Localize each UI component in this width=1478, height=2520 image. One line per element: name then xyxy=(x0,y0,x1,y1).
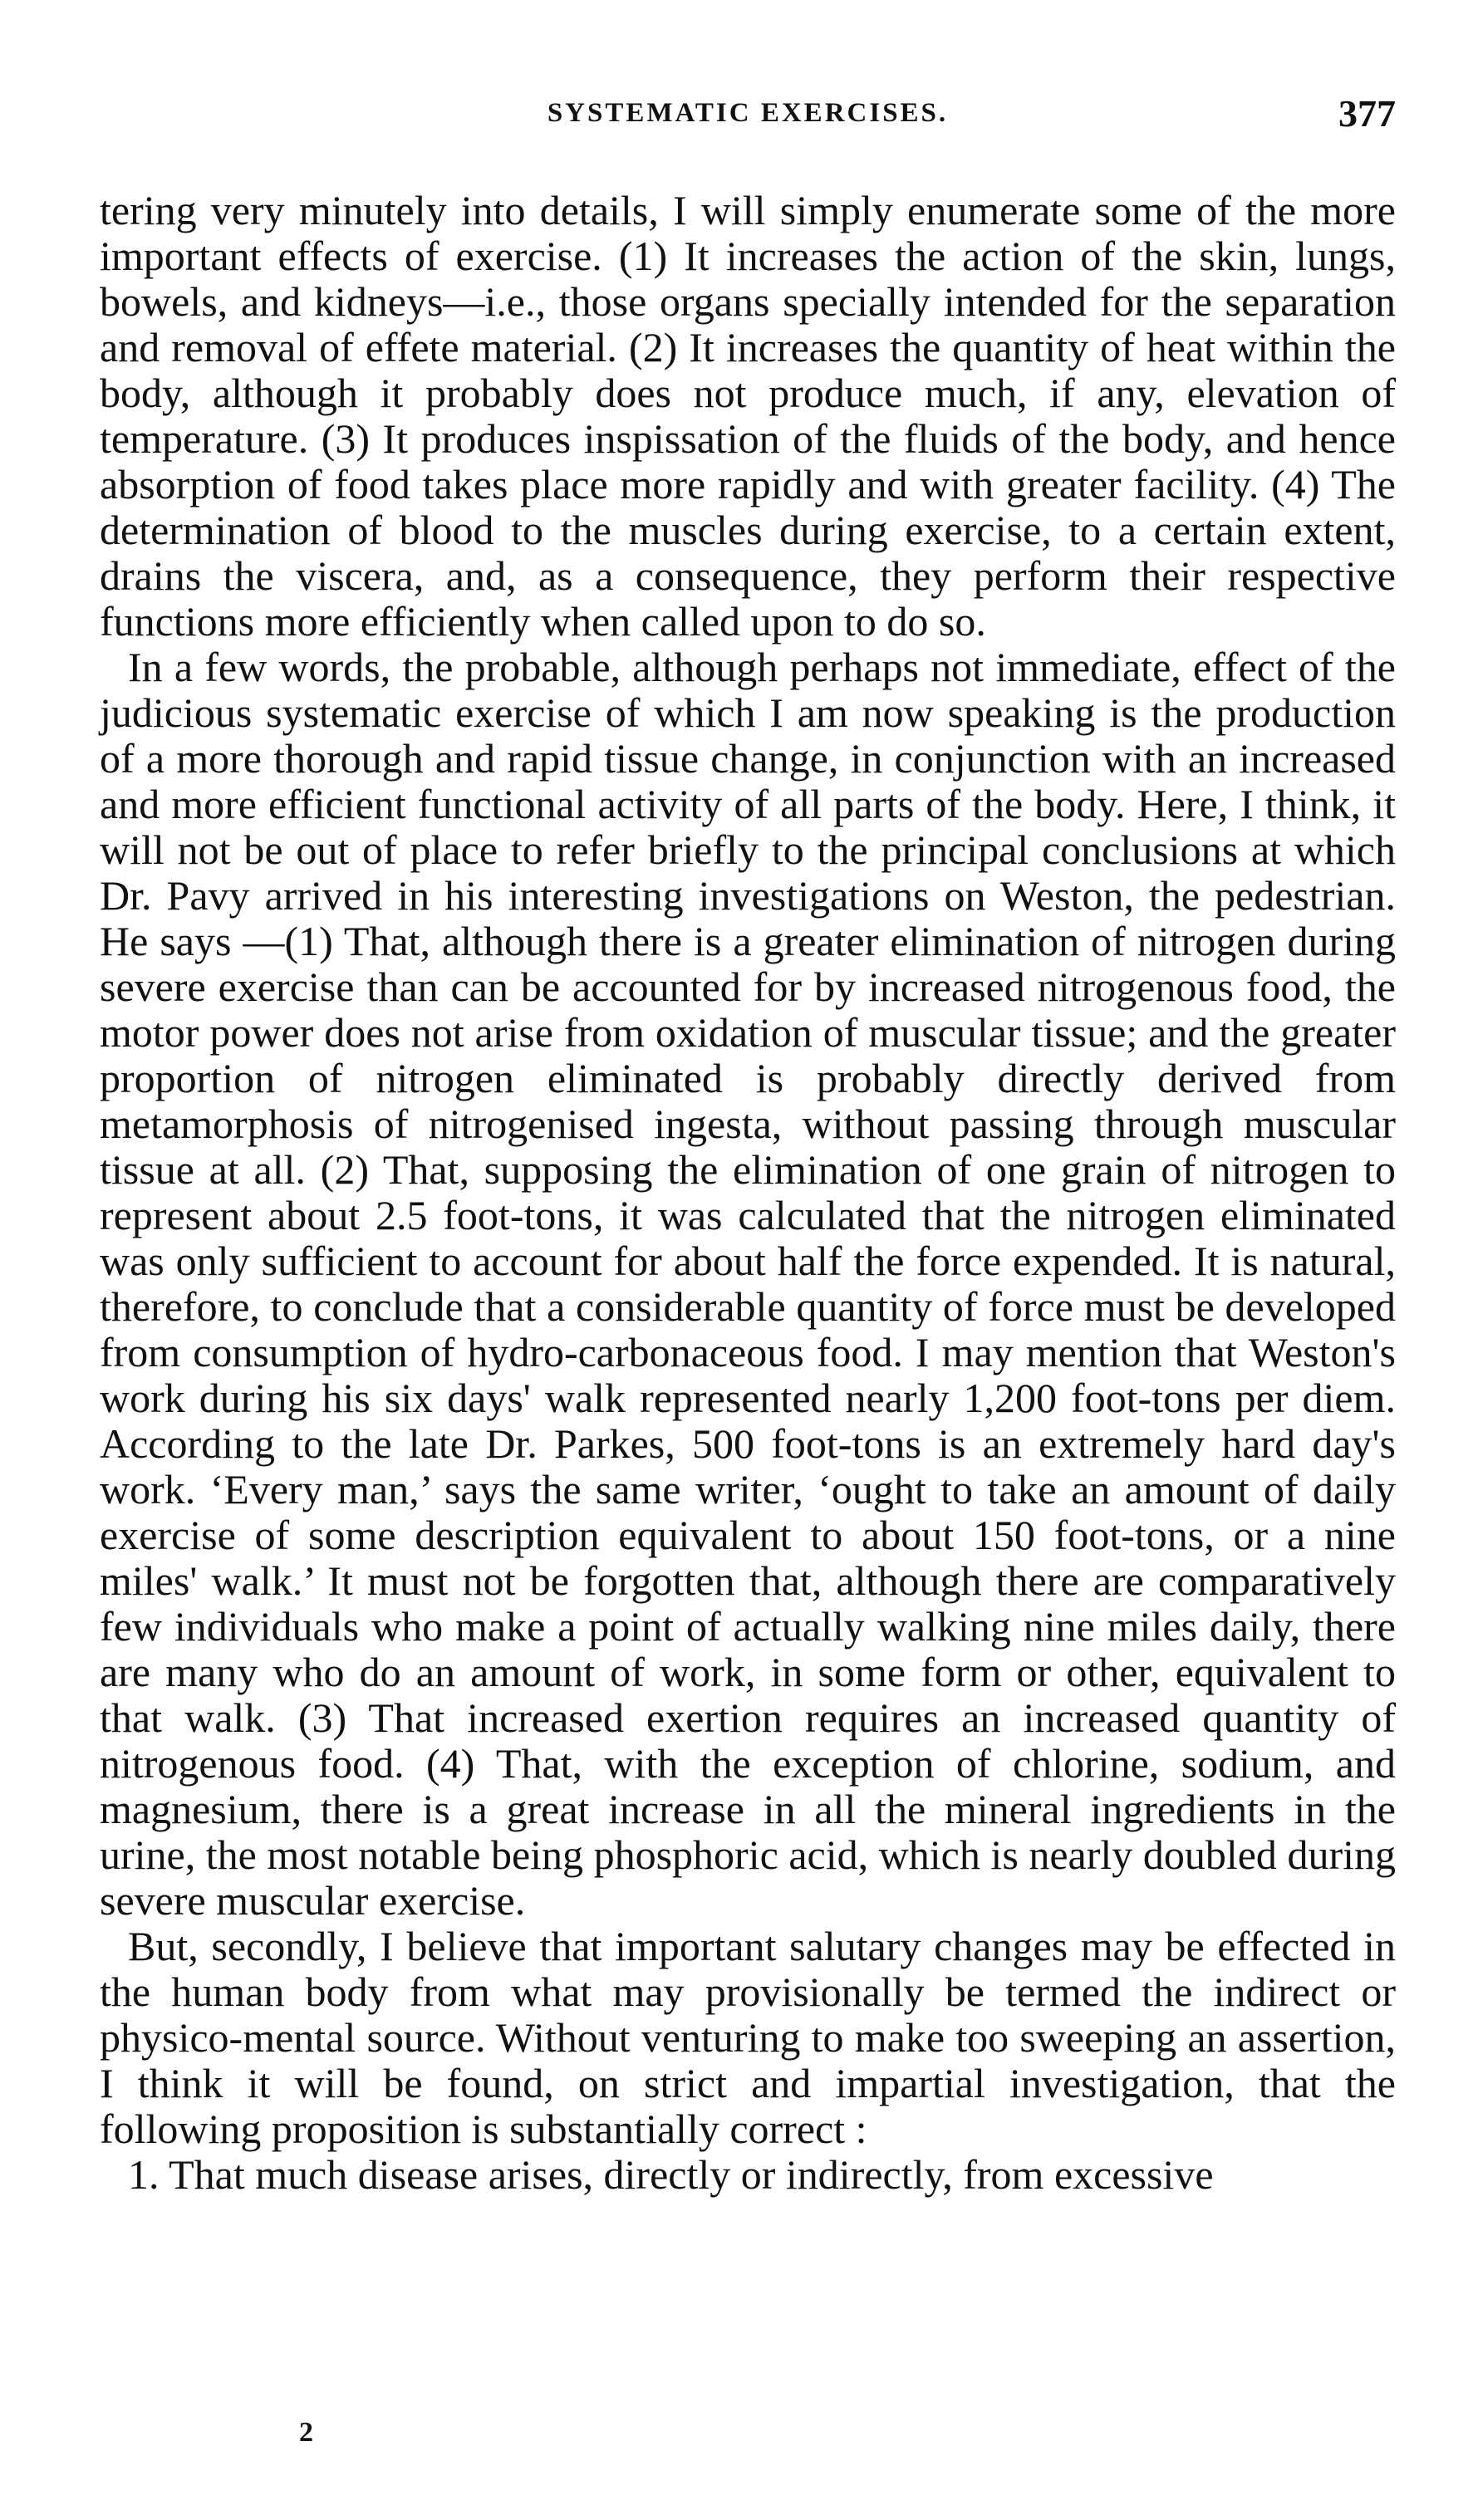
paragraph-3: But, secondly, I believe that important salutary changes may be effected in the human body from what may provisionally be termed the indirect or physico-mental source. Without venturing to make too sweeping an assertion, I think it will be found, on strict and impartial investigation, that the following proposition is substantially correct : xyxy=(100,1923,1396,2152)
running-title: SYSTEMATIC EXERCISES. xyxy=(547,98,949,128)
paragraph-1: tering very minutely into details, I will simply enumerate some of the more important effects of exercise. (1) It increases the action of the skin, lungs, bowels, and kidneys—i.e., those organs specially intended for the separation and removal of effete material. (2) It increases the quantity of heat within the body, although it probably does not produce much, if any, elevation of temperature. (3) It produces inspissation of the fluids of the body, and hence absorption of food takes place more rapidly and with greater facility. (4) The determination of blood to the muscles during exercise, to a certain extent, drains the viscera, and, as a consequence, they perform their respective functions more efficiently when called upon to do so. xyxy=(100,187,1396,645)
paragraph-2: In a few words, the probable, although perhaps not immediate, effect of the judicious systematic exercise of which I am now speaking is the production of a more thorough and rapid tissue change, in conjunction with an increased and more efficient functional activity of all parts of the body. Here, I think, it will not be out of place to refer briefly to the principal conclusions at which Dr. Pavy arrived in his interesting investigations on Weston, the pedestrian. He says —(1) That, although there is a greater elimination of nitrogen during severe exercise than can be accounted for by increased nitrogenous food, the motor power does not arise from oxidation of muscular tissue; and the greater proportion of nitrogen eliminated is probably directly derived from metamorphosis of nitrogenised ingesta, without passing through muscular tissue at all. (2) That, supposing the elimination of one grain of nitrogen to represent about 2.5 foot-tons, it was calculated that the nitrogen eliminated was only sufficient to account for about half the force expended. It is natural, therefore, to conclude that a considerable quantity of force must be developed from consumption of hydro-carbonaceous food. I may mention that Weston's work during his six days' walk represented nearly 1,200 foot-tons per diem. According to the late Dr. Parkes, 500 foot-tons is an extremely hard day's work. ‘Every man,’ says the same writer, ‘ought to take an amount of daily exercise of some description equivalent to about 150 foot-tons, or a nine miles' walk.’ It must not be forgotten that, although there are comparatively few individuals who make a point of actually walking nine miles daily, there are many who do an amount of work, in some form or other, equivalent to that walk. (3) That increased exertion requires an increased quantity of nitrogenous food. (4) That, with the exception of chlorine, sodium, and magnesium, there is a great increase in all the mineral ingredients in the urine, the most notable being phosphoric acid, which is nearly doubled during severe muscular exercise. xyxy=(100,644,1396,1924)
list-item-1: 1. That much disease arises, directly or indirectly, from excessive xyxy=(128,2151,1214,2198)
running-head xyxy=(100,92,1396,148)
signature-mark: 2 xyxy=(299,2417,313,2448)
page-number: 377 xyxy=(1338,92,1396,135)
body-text xyxy=(100,188,1396,2198)
